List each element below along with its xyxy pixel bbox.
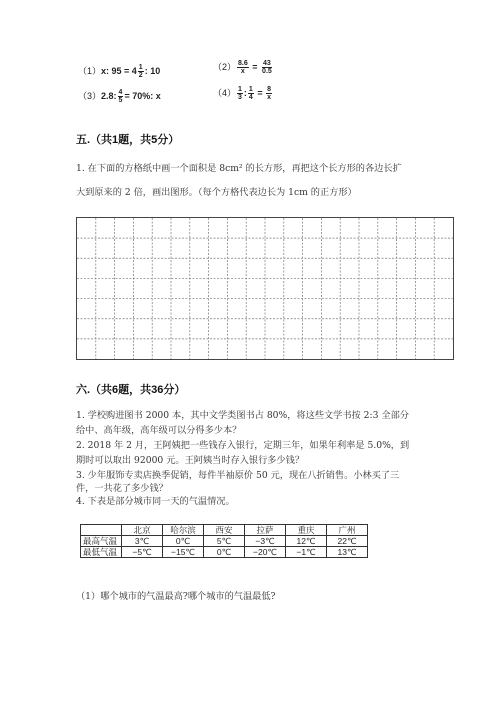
section-6-line-2: 给中、高年级，高年级可以分得多少本？	[76, 425, 242, 436]
proportion-problem-4	[213, 86, 273, 101]
section-6-line-1: 1. 学校购进图书 2000 本，其中文学类图书占 80%，将这些文学书按 2:3 全部分	[76, 410, 409, 421]
fraction-denominator: 2	[138, 72, 143, 80]
fraction-denominator: 4	[248, 94, 253, 102]
header-cell: 拉萨	[245, 525, 286, 536]
section-6-title: 六.（共6题，共36分）	[76, 384, 186, 396]
proportion-problem-3	[78, 89, 161, 104]
graph-paper-grid[interactable]	[76, 217, 454, 360]
fraction-a	[237, 86, 243, 101]
fraction-numerator: 1	[138, 64, 143, 72]
fraction-numerator: 43	[263, 60, 271, 68]
fraction-left	[237, 60, 249, 75]
fraction-b	[248, 86, 254, 101]
fraction-denominator: x	[267, 94, 272, 102]
fraction-denominator: 3	[238, 94, 242, 102]
problem-index: （4）	[213, 88, 237, 98]
problem-index: （1）	[78, 66, 102, 76]
header-cell: 西安	[204, 525, 245, 536]
expression-suffix: = 70%: x	[124, 91, 161, 101]
table-cell: 22℃	[327, 536, 368, 547]
fraction-c	[266, 86, 272, 101]
table-cell: −20℃	[245, 547, 286, 558]
fraction	[138, 64, 144, 79]
header-cell: 广州	[327, 525, 368, 536]
table-cell: −3℃	[245, 536, 286, 547]
table-cell: −15℃	[163, 547, 204, 558]
fraction-numerator: 8.6	[238, 60, 248, 68]
fraction-numerator: 1	[238, 86, 242, 94]
section-6-line-6: 件，一共花了多少钱？	[76, 483, 168, 494]
weather-table	[80, 524, 368, 558]
fraction-denominator: x	[240, 68, 245, 76]
grid-lines	[77, 218, 453, 359]
row-label: 最高气温	[81, 536, 122, 547]
table-cell: 0℃	[163, 536, 204, 547]
problem-index: （2）	[213, 62, 237, 72]
problem-index: （3）	[78, 91, 102, 101]
section-6-line-5: 3. 少年服饰专卖店换季促销，每件半袖原价 50 元，现在八折销售。小林买了三	[76, 470, 400, 481]
expression-prefix: 2.8:	[101, 91, 117, 101]
fraction-numerator: 4	[118, 89, 123, 97]
table-header-row	[81, 525, 368, 536]
section-5-question-line-1: 1. 在下面的方格纸中画一个面积是 8cm² 的长方形，再把这个长方形的各边长扩	[76, 163, 402, 174]
proportion-problem-2	[213, 60, 274, 75]
header-cell: 重庆	[286, 525, 327, 536]
proportion-problem-1	[78, 64, 160, 79]
table-row	[81, 536, 368, 547]
fraction-right	[261, 60, 273, 75]
expression-prefix: x: 95 = 4	[101, 66, 137, 76]
row-label: 最低气温	[81, 547, 122, 558]
section-6-line-3: 2. 2018 年 2 月，王阿姨把一些钱存入银行，定期三年，如果年利率是 5.0%，到	[76, 440, 410, 451]
header-cell: 哈尔滨	[163, 525, 204, 536]
ratio-colon: :	[243, 88, 247, 98]
table-cell: −5℃	[122, 547, 163, 558]
section-6-line-7: 4. 下表是部分城市同一天的气温情况。	[76, 496, 235, 507]
fraction-denominator: 0.5	[262, 68, 272, 76]
sub-question-1: （1）哪个城市的气温最高?哪个城市的气温最低?	[76, 591, 276, 602]
equals-sign: =	[257, 88, 263, 98]
table-cell: 12℃	[286, 536, 327, 547]
header-cell: 北京	[122, 525, 163, 536]
expression-suffix: : 10	[144, 66, 161, 76]
section-5-title: 五.（共1题，共5分）	[76, 134, 180, 146]
header-cell	[81, 525, 122, 536]
table-cell: 13℃	[327, 547, 368, 558]
equals-sign: =	[252, 62, 258, 72]
fraction	[118, 89, 124, 104]
table-cell: 5℃	[204, 536, 245, 547]
fraction-numerator: 8	[267, 86, 272, 94]
table-cell: 0℃	[204, 547, 245, 558]
table-cell: 3℃	[122, 536, 163, 547]
section-6-line-4: 期时可以取出 92000 元。王阿姨当时存入银行多少钱？	[76, 455, 305, 466]
table-row	[81, 547, 368, 558]
table-cell: −1℃	[286, 547, 327, 558]
fraction-numerator: 1	[248, 86, 253, 94]
section-5-question-line-2: 大到原来的 2 倍，画出图形。（每个方格代表边长为 1cm 的正方形）	[76, 187, 357, 198]
fraction-denominator: 5	[118, 97, 123, 105]
